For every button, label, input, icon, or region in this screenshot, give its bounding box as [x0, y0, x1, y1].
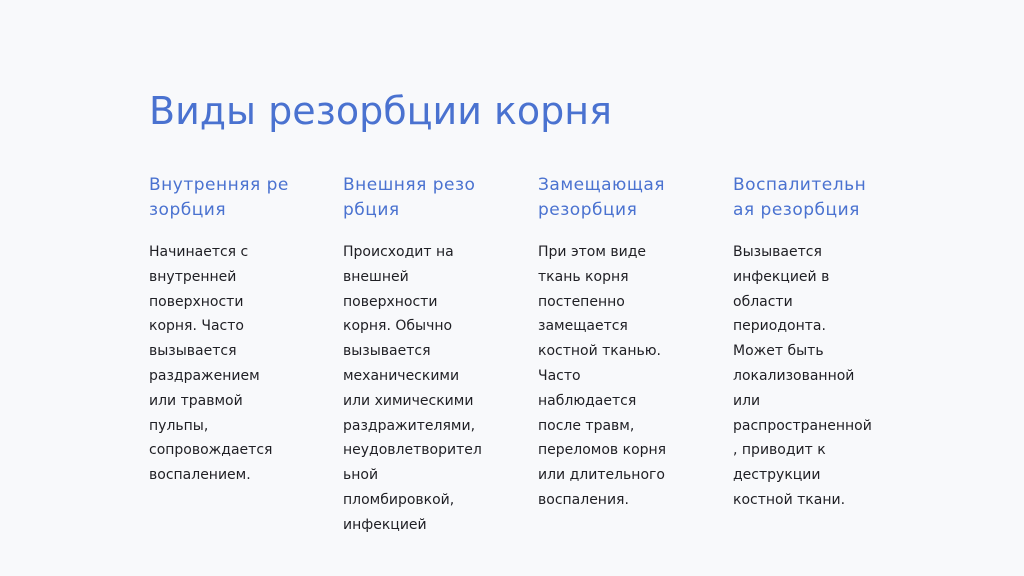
column-external-resorption: [343, 173, 483, 533]
column-heading: Воспалительная резорбция: [733, 175, 867, 220]
slide-title: Виды резорбции корня: [149, 89, 612, 133]
column-body: Вызывается инфекцией в области периодонта. Может быть локализованной или распространенной, приводит к деструкции костной ткани.: [733, 244, 872, 508]
column-body: При этом виде ткань корня постепенно замещается костной тканью. Часто наблюдается после травм, переломов корня или длительного воспаления.: [538, 244, 667, 508]
column-heading: Внутренняя резорбция: [149, 175, 289, 220]
column-heading: Замещающая резорбция: [538, 175, 665, 220]
column-body: Происходит на внешней поверхности корня. Обычно вызывается механическими или химическими раздражителями, неудовлетворительной пломбировкой, инфекцией: [343, 244, 482, 533]
column-inflammatory-resorption: [733, 173, 873, 508]
column-internal-resorption: [149, 173, 289, 484]
column-body: Начинается с внутренней поверхности корня. Часто вызывается раздражением или травмой пульпы, сопровождается воспалением.: [149, 244, 273, 484]
column-heading: Внешняя резорбция: [343, 175, 476, 220]
column-replacement-resorption: [538, 173, 678, 508]
